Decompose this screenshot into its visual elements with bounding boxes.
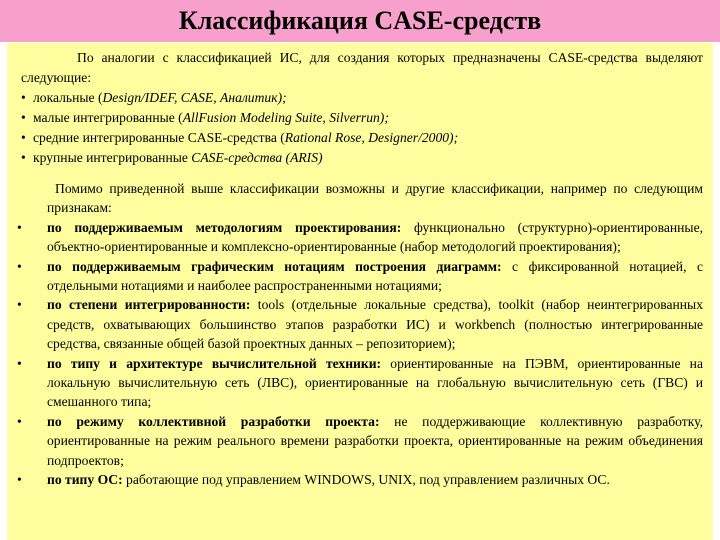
criterion-text: функционально (структурно)-ориентированные, объектно-ориентированные и комплексно-ориентированные (набор методологий проектирования); — [47, 219, 703, 255]
item-examples: AllFusion Modeling Suite, Silverrun); — [182, 110, 389, 125]
bullet: • — [17, 258, 22, 274]
criterion-text: не поддерживающие коллективную разработку, ориентированные на режим реального времени разработки проекта, ориентированные на режим объединения подпроектов; — [47, 413, 703, 468]
overview-text — [21, 48, 703, 168]
page-title: Классификация CASE-средств — [178, 6, 542, 35]
criterion-label: по типу ОС: — [47, 472, 123, 488]
bullet: • — [17, 472, 22, 488]
criterion-text: работающие под управлением WINDOWS, UNIX, под управлением различных ОС. — [122, 472, 610, 488]
bullet: • — [21, 90, 26, 105]
item-examples: Design/IDEF, CASE, Аналитик); — [102, 90, 287, 105]
list-item — [21, 108, 703, 128]
bullet: • — [21, 130, 26, 145]
overview-box — [7, 43, 713, 176]
criterion-text: ориентированные на ПЭВМ, ориентированные на локальную вычислительную сеть (ЛВС), ориентированные на глобальную вычислительную сеть (ГВС) и смешанного типа; — [47, 355, 703, 410]
item-text: малые интегрированные ( — [33, 110, 183, 125]
item-text: крупные интегрированные — [33, 150, 192, 165]
list-item — [15, 295, 703, 353]
item-text: локальные ( — [33, 90, 103, 105]
list-item — [15, 354, 703, 412]
list-item — [15, 257, 703, 296]
classification-intro: Помимо приведенной выше классификации возможны и другие классификации, например по следующим признакам: — [47, 181, 703, 216]
classification-box — [7, 176, 713, 540]
list-item — [15, 412, 703, 470]
bullet: • — [17, 355, 22, 371]
bullet: • — [17, 219, 22, 235]
overview-intro: По аналогии с классификацией ИС, для создания которых предназначены CASE-средства выделяют следующие: — [21, 50, 703, 85]
classification-text — [15, 179, 703, 490]
bullet: • — [17, 297, 22, 313]
criterion-label: по поддерживаемым методологиям проектирования: — [47, 219, 402, 235]
criterion-label: по типу и архитектуре вычислительной техники: — [47, 355, 382, 371]
item-text: средние интегрированные CASE-средства ( — [33, 130, 285, 145]
list-item — [21, 148, 703, 168]
bullet: • — [17, 413, 22, 429]
item-examples: Rational Rose, Designer/2000); — [284, 130, 459, 145]
list-item — [21, 128, 703, 148]
list-item — [15, 218, 703, 257]
bullet: • — [21, 150, 26, 165]
criterion-label: по степени интегрированности: — [47, 297, 251, 313]
criterion-text: с фиксированной нотацией, с отдельными нотациями и наиболее распространенными нотациями; — [47, 258, 703, 294]
criterion-label: по режиму коллективной разработки проекта: — [47, 413, 380, 429]
list-item — [21, 88, 703, 108]
bullet: • — [21, 110, 26, 125]
criterion-text: tools (отдельные локальные средства), toolkit (набор неинтегрированных средств, охватывающих большинство этапов разработки ИС) и workbench (полностью интегрированные средства, связанные общей базой проектных данных – репозиторием); — [47, 297, 703, 352]
item-examples: CASE-средства (ARIS) — [191, 150, 323, 165]
criterion-label: по поддерживаемым графическим нотациям построения диаграмм: — [47, 258, 502, 274]
list-item — [15, 470, 703, 489]
